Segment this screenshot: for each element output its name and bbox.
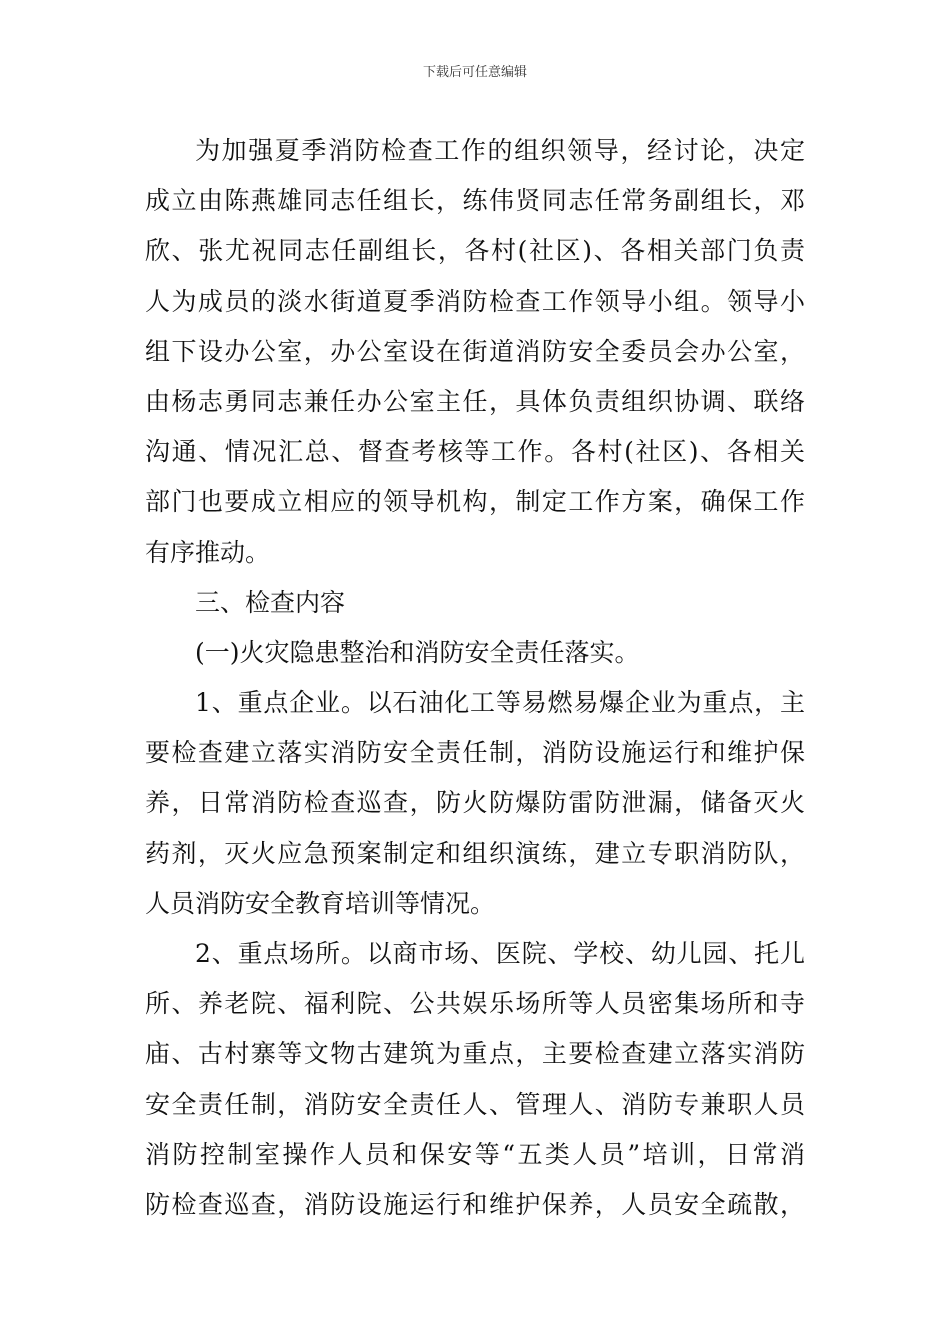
text-line: 成立由陈燕雄同志任组长，练伟贤同志任常务副组长，邓 (145, 186, 805, 216)
text-line: 人员消防安全教育培训等情况。 (145, 888, 496, 918)
text-line: (一)火灾隐患整治和消防安全责任落实。 (195, 637, 640, 667)
text-line: 庙、古村寨等文物古建筑为重点，主要检查建立落实消防 (145, 1039, 805, 1069)
text-line: 2、重点场所。以商市场、医院、学校、幼儿园、托儿 (195, 939, 805, 968)
document-body (145, 126, 805, 1230)
text-line: 人为成员的淡水街道夏季消防检查工作领导小组。领导小 (145, 286, 805, 316)
text-line: 要检查建立落实消防安全责任制，消防设施运行和维护保 (145, 738, 805, 768)
text-line: 欣、张尤祝同志任副组长，各村(社区)、各相关部门负责 (145, 236, 805, 266)
text-line: 养，日常消防检查巡查，防火防爆防雷防泄漏，储备灭火 (145, 788, 805, 818)
text-line: 组下设办公室，办公室设在街道消防安全委员会办公室， (145, 336, 805, 366)
text-line: 为加强夏季消防检查工作的组织领导，经讨论，决定 (195, 136, 805, 165)
text-line: 所、养老院、福利院、公共娱乐场所等人员密集场所和寺 (145, 989, 805, 1019)
text-line: 1、重点企业。以石油化工等易燃易爆企业为重点，主 (195, 688, 805, 718)
page-header-note: 下载后可任意编辑 (422, 65, 527, 80)
text-line: 有序推动。 (145, 537, 271, 567)
text-line: 安全责任制，消防安全责任人、管理人、消防专兼职人员 (145, 1089, 805, 1119)
text-line: 防检查巡查，消防设施运行和维护保养，人员安全疏散， (145, 1189, 805, 1219)
text-line: 沟通、情况汇总、督查考核等工作。各村(社区)、各相关 (145, 437, 805, 467)
text-line: 药剂，灭火应急预案制定和组织演练，建立专职消防队， (145, 838, 805, 868)
text-line: 部门也要成立相应的领导机构，制定工作方案，确保工作 (145, 487, 805, 517)
text-line: 三、检查内容 (195, 587, 346, 617)
text-line: 由杨志勇同志兼任办公室主任，具体负责组织协调、联络 (145, 386, 805, 416)
text-line: 消防控制室操作人员和保安等“五类人员”培训，日常消 (145, 1139, 805, 1169)
